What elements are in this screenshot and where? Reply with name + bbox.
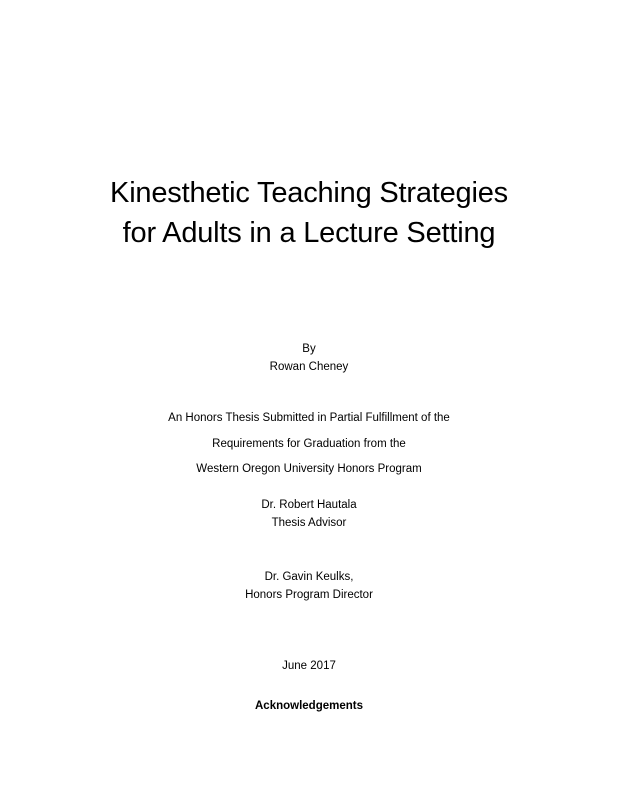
submission-line-3: Western Oregon University Honors Program (196, 463, 422, 475)
advisor-name: Dr. Robert Hautala (261, 499, 357, 511)
thesis-title (0, 173, 618, 253)
advisor-role: Thesis Advisor (271, 517, 347, 529)
submission-line-1: An Honors Thesis Submitted in Partial Fulfillment of the (168, 412, 450, 424)
submission-statement (0, 406, 618, 483)
director-name: Dr. Gavin Keulks, (264, 571, 354, 583)
title-line-1: Kinesthetic Teaching Strategies (110, 177, 508, 209)
author-block (0, 340, 618, 376)
submission-date: June 2017 (282, 660, 336, 672)
submission-line-2: Requirements for Graduation from the (212, 437, 406, 450)
director-role: Honors Program Director (245, 589, 373, 601)
by-label: By (302, 343, 316, 355)
advisor-block (0, 496, 618, 532)
title-line-2: for Adults in a Lecture Setting (122, 217, 496, 249)
author-name: Rowan Cheney (269, 361, 349, 373)
director-block (0, 568, 618, 604)
acknowledgements-heading: Acknowledgements (255, 700, 363, 712)
